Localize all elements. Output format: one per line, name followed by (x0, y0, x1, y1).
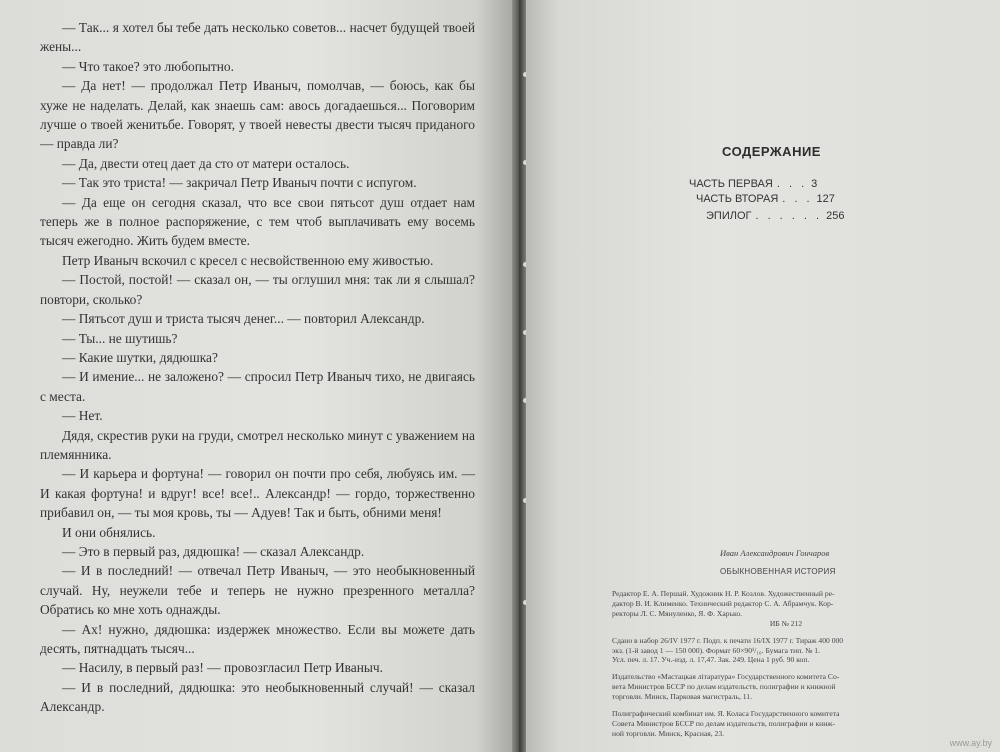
imprint-line: ной торговли. Минск, Красная, 23. (612, 728, 725, 738)
contents-title: СОДЕРЖАНИЕ (722, 144, 821, 159)
toc-entry-label: ЧАСТЬ ПЕРВАЯ (689, 178, 773, 190)
text-paragraph: Дядя, скрестив руки на груди, смотрел несколько минут с уважением на племянника. (40, 427, 475, 462)
text-paragraph: И они обнялись. (62, 524, 156, 540)
text-paragraph: — Насилу, в первый раз! — провозгласил Петр Иваныч. (62, 660, 384, 676)
toc-entry: ЧАСТЬ ПЕРВАЯ . . . 3 (689, 178, 818, 190)
imprint-book-title: ОБЫКНОВЕННАЯ ИСТОРИЯ (720, 567, 836, 576)
imprint (612, 548, 960, 746)
imprint-line: Совета Министров БССР по делам издательств, полиграфии и книж- (612, 718, 836, 728)
imprint-ib-number: ИБ № 212 (769, 618, 803, 628)
imprint-line: Полиграфический комбинат им. Я. Коласа Государственного комитета (612, 709, 840, 719)
text-paragraph: — Какие шутки, дядюшка? (62, 349, 218, 365)
imprint-editors (612, 589, 960, 629)
toc-entry-page: 127 (816, 193, 835, 205)
toc-entry-page: 256 (826, 210, 845, 222)
imprint-line: торговли. Минск, Парковая магистраль, 11. (612, 692, 752, 702)
text-paragraph: Петр Иваныч вскочил с кресел с несвойственною ему живостью. (62, 252, 434, 268)
toc-entry: ЭПИЛОГ . . . . . . 256 (706, 210, 845, 222)
text-paragraph: — И имение... не заложено? — спросил Петр Иваныч тихо, не двигаясь с места. (40, 369, 475, 404)
text-paragraph: — И в последний, дядюшка: это необыкновенный случай! — сказал Александр. (40, 679, 475, 715)
imprint-printer (612, 709, 960, 739)
imprint-line: Редактор Е. А. Першай. Художник Н. Р. Козлов. Художественный ре- (612, 589, 835, 598)
imprint-line: дактор В. И. Клименко. Технический редактор С. А. Абрамчук. Кор- (612, 598, 834, 608)
toc-entry: ЧАСТЬ ВТОРАЯ . . . 127 (696, 193, 835, 205)
toc-entry-label: ЧАСТЬ ВТОРАЯ (696, 193, 779, 205)
novel-text (40, 18, 475, 717)
imprint-line: Сдано в набор 26/IV 1977 г. Подп. к печати 16/IX 1977 г. Тираж 400 000 (612, 635, 844, 645)
imprint-author: Иван Александрович Гончаров (720, 548, 830, 558)
imprint-line: экз. (1-й завод 1 — 150 000). Формат 60×90¹/₁₆. Бумага тип. № 1. (612, 645, 820, 655)
imprint-line: ректоры Л. С. Мянуленко, Я. Ф. Харько. (612, 608, 743, 618)
text-paragraph: — Да, двести отец дает да сто от матери осталось. (62, 155, 350, 171)
text-paragraph: — Постой, постой! — сказал он, — ты оглушил мня: так ли я слышал? повтори, сколько? (40, 272, 475, 307)
text-paragraph: — Это в первый раз, дядюшка! — сказал Александр. (62, 543, 365, 559)
toc-entry-label: ЭПИЛОГ (706, 210, 752, 222)
text-paragraph: — Да нет! — продолжал Петр Иваныч, помолчав, — боюсь, как бы хуже не наделать. Делай, как знаешь сам: авось догадаешься... Поговорим лучше о твоей женитьбе. Говорят, у твоей невесты двести тысяч приданого — правда ли? (40, 78, 475, 152)
text-paragraph: — Нет. (62, 408, 103, 424)
text-paragraph: — Так это триста! — закричал Петр Иваныч почти с испугом. (62, 175, 417, 191)
text-paragraph: — Ах! нужно, дядюшка: издержек множество. Если вы можете дать десять, пятнадцать тысяч... (40, 621, 475, 656)
watermark: www.ay.by (949, 738, 992, 748)
book-gutter (512, 0, 526, 752)
imprint-print-details (612, 636, 960, 666)
imprint-line: Усл. печ. л. 17. Уч.-изд. л. 17,47. Зак. 249. Цена 1 руб. 90 коп. (612, 655, 810, 665)
imprint-publisher (612, 672, 960, 702)
right-page (526, 0, 1000, 752)
text-paragraph: — Так... я хотел бы тебе дать несколько советов... насчет будущей твоей жены... (40, 20, 475, 55)
imprint-line: Издательство «Мастацкая лiтаратура» Государственного комитета Со- (612, 672, 840, 682)
imprint-line: вета Министров БССР по делам издательств, полиграфии и книжной (612, 682, 836, 692)
text-paragraph: — Ты... не шутишь? (62, 330, 178, 346)
text-paragraph: — И в последний! — отвечал Петр Иваныч, — это необыкновенный случай. Ну, неужели тебе и теперь не нужно презренного металла? Обратись ко мне хоть однажды. (40, 563, 475, 618)
text-paragraph: — И карьера и фортуна! — говорил он почти про себя, любуясь им. — И какая фортуна! и вдруг! все! все!.. Александр! — гордо, торжественно прибавил он, — ты моя кровь, ты — Адуев! Так и быть, обними меня! (40, 466, 475, 521)
toc-entry-page: 3 (811, 178, 818, 190)
text-paragraph: — Да еще он сегодня сказал, что все свои пятьсот душ отдает нам теперь же в полное распоряжение, с тем чтоб выплачивать ему восемь тысяч ежегодно. Жить будем вместе. (40, 194, 475, 249)
text-paragraph: — Что такое? это любопытно. (62, 58, 234, 74)
text-paragraph: — Пятьсот душ и триста тысяч денег... — повторил Александр. (62, 311, 425, 327)
